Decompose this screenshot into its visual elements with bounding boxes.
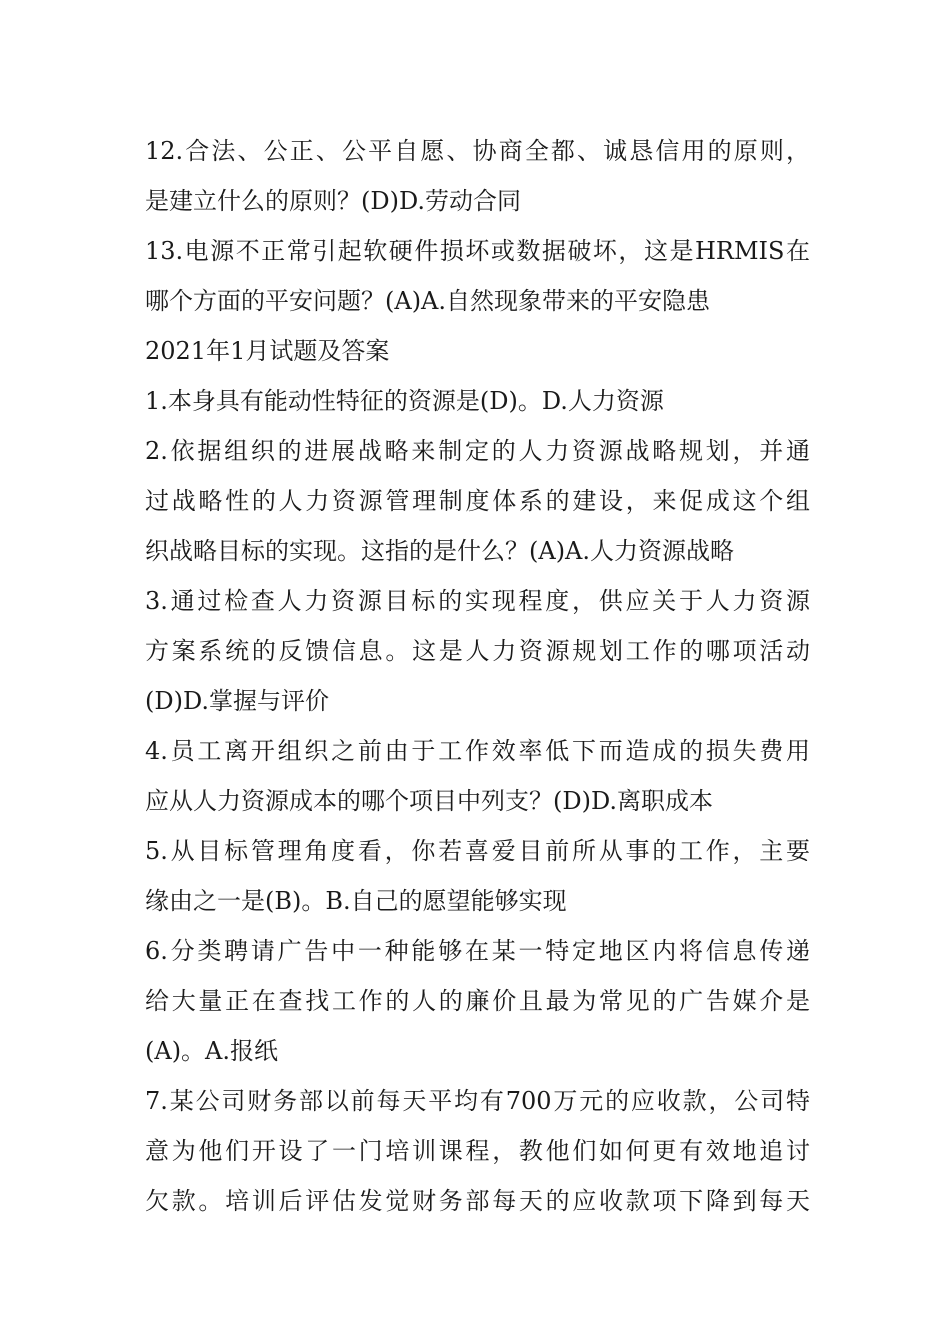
text-line: 哪个方面的平安问题？(A)A.自然现象带来的平安隐患 (145, 287, 711, 315)
text-line: 缘由之一是(B)。B.自己的愿望能够实现 (145, 887, 567, 915)
text-line: 欠款。培训后评估发觉财务部每天的应收款项下降到每天 (145, 1187, 810, 1215)
text-line: 应从人力资源成本的哪个项目中列支？(D)D.离职成本 (145, 787, 713, 815)
text-line: (D)D.掌握与评价 (145, 687, 329, 715)
text-line: 过战略性的人力资源管理制度体系的建设，来促成这个组 (145, 487, 810, 515)
text-line: 意为他们开设了一门培训课程，教他们如何更有效地追讨 (145, 1137, 810, 1165)
text-line: 12.合法、公正、公平自愿、协商全都、诚恳信用的原则， (145, 137, 810, 165)
text-line: 4.员工离开组织之前由于工作效率低下而造成的损失费用 (145, 737, 810, 765)
text-line: 织战略目标的实现。这指的是什么？(A)A.人力资源战略 (145, 537, 735, 565)
text-line: 13.电源不正常引起软硬件损坏或数据破坏，这是HRMIS在 (145, 237, 810, 265)
text-line: 给大量正在查找工作的人的廉价且最为常见的广告媒介是 (145, 987, 810, 1015)
section-heading: 2021年1月试题及答案 (145, 337, 390, 365)
text-line: 5.从目标管理角度看，你若喜爱目前所从事的工作，主要 (145, 837, 810, 865)
text-line: 3.通过检查人力资源目标的实现程度，供应关于人力资源 (145, 587, 810, 615)
text-line: 1.本身具有能动性特征的资源是(D)。D.人力资源 (145, 387, 664, 415)
document-body (145, 126, 810, 1226)
text-line: (A)。A.报纸 (145, 1037, 279, 1065)
text-line: 7.某公司财务部以前每天平均有700万元的应收款，公司特 (145, 1087, 810, 1115)
text-line: 是建立什么的原则？(D)D.劳动合同 (145, 187, 521, 215)
text-line: 2.依据组织的进展战略来制定的人力资源战略规划，并通 (145, 437, 810, 465)
text-line: 方案系统的反馈信息。这是人力资源规划工作的哪项活动 (145, 637, 810, 665)
text-line: 6.分类聘请广告中一种能够在某一特定地区内将信息传递 (145, 937, 810, 965)
